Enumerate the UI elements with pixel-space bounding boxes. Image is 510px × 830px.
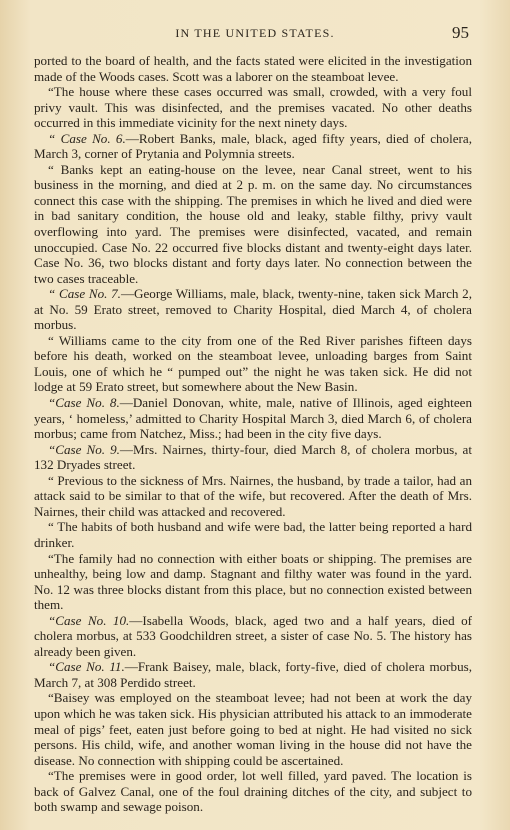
paragraph	[34, 519, 472, 550]
case-lead: “ Case No. 7.	[48, 286, 121, 302]
paragraph-text: “ Previous to the sickness of Mrs. Nairnes, the husband, by trade a tailor, had an attack said to be similar to that of the wife, but recovered. After the death of Mrs. Nairnes, their child was attacked and recovered.	[34, 472, 472, 519]
paragraph-text: ported to the board of health, and the facts stated were elicited in the investigation made of the Woods cases. Scott was a laborer on the steamboat levee.	[34, 53, 472, 84]
running-header	[0, 23, 510, 45]
body-text	[34, 53, 472, 815]
paragraph	[34, 613, 472, 660]
paragraph	[34, 551, 472, 613]
paragraph-text: “ Banks kept an eating-house on the levee, near Canal street, went to his business in the morning, and died at 2 p. m. on the same day. No circumstances connect this case with the shipping. The premises in which he lived and died were in bad sanitary condition, the house old and leaky, stable filthy, privy vault overflowing into yard. The premises were disinfected, vacated, and remain unoccupied. Case No. 22 occurred five blocks distant and twenty-eight days later. Case No. 36, two blocks distant and forty days later. No connection between the two cases traceable.	[34, 161, 472, 286]
paragraph	[34, 53, 472, 84]
paragraph-text: —Daniel Donovan, white, male, native of Illinois, aged eighteen years, ‘ homeless,’ admitted to Charity Hospital March 3, died March 6, of cholera morbus; came from Natchez, Miss.; had been in the city five days.	[34, 395, 472, 442]
paragraph-text: —Robert Banks, male, black, aged fifty years, died of cholera, March 3, corner of Prytania and Polymnia streets.	[34, 130, 472, 162]
case-lead: “Case No. 8.	[48, 395, 120, 411]
paragraph	[34, 395, 472, 442]
paragraph-text: “The family had no connection with either boats or shipping. The premises are unhealthy, being low and damp. Stagnant and filthy water was found in the yard. No. 12 was three blocks distant from this place, but no connection existed between them.	[34, 550, 472, 613]
paragraph	[34, 162, 472, 286]
paragraph	[34, 131, 472, 162]
paragraph-text: —Mrs. Nairnes, thirty-four, died March 8, of cholera morbus, at 132 Dryades street.	[34, 441, 472, 473]
running-head-title: IN THE UNITED STATES.	[175, 26, 335, 40]
paragraph-text: —Frank Baisey, male, black, forty-five, died of cholera morbus, March 7, at 308 Perdido street.	[34, 659, 472, 690]
paragraph-text: —George Williams, male, black, twenty-nine, taken sick March 2, at No. 59 Erato street, removed to Charity Hospital, died March 4, of cholera morbus.	[34, 286, 472, 333]
paragraph	[34, 333, 472, 395]
case-lead: “ Case No. 6.	[48, 130, 126, 146]
paragraph-text: “ Williams came to the city from one of the Red River parishes fifteen days before his death, worked on the steamboat levee, unloading barges from Saint Louis, one of which he “ pumped out” the night he was taken sick. He did not lodge at 59 Erato street, but somewhere about the New Basin.	[34, 332, 472, 395]
paragraph	[34, 84, 472, 131]
paragraph	[34, 690, 472, 768]
paragraph	[34, 442, 472, 473]
paragraph-text: “The premises were in good order, lot well filled, yard paved. The location is back of Galvez Canal, one of the foul draining ditches of the city, and subject to both swamp and sewage poison.	[34, 768, 472, 815]
paragraph-text: “Baisey was employed on the steamboat levee; had not been at work the day upon which he was taken sick. His physician attributed his attack to an immoderate meal of pigs’ feet, eaten just before going to bed at night. He had visited no sick persons. His child, wife, and another woman living in the house did not have the disease. No connection with shipping could be ascertained.	[34, 690, 472, 768]
paragraph	[34, 473, 472, 520]
paragraph-text: “ The habits of both husband and wife were bad, the latter being reported a hard drinker.	[34, 519, 472, 550]
case-lead: “Case No. 11.	[48, 659, 125, 675]
paragraph	[34, 768, 472, 815]
case-lead: “Case No. 10.	[48, 612, 130, 628]
case-lead: “Case No. 9.	[48, 441, 120, 457]
paragraph-text: —Isabella Woods, black, aged two and a half years, died of cholera morbus, at 533 Goodchildren street, a sister of case No. 5. The history has already been given.	[34, 612, 472, 659]
paragraph-text: “The house where these cases occurred was small, crowded, with a very foul privy vault. This was disinfected, and the premises vacated. No other deaths occurred in this immediate vicinity for the next ninety days.	[34, 84, 472, 131]
paragraph	[34, 286, 472, 333]
page-number: 95	[452, 23, 469, 42]
paragraph	[34, 659, 472, 690]
